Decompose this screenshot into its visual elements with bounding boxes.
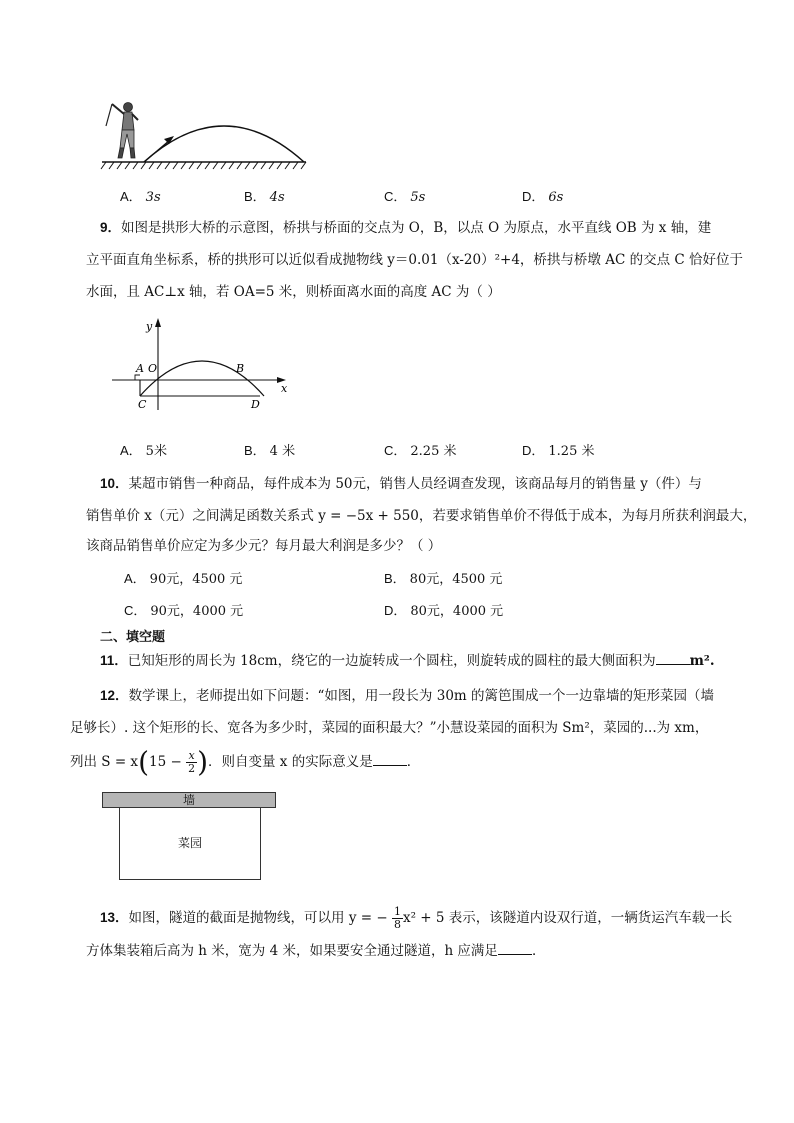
- q9-option-c[interactable]: C． 2.25 米: [384, 443, 457, 459]
- q8-option-d[interactable]: D． 6s: [522, 189, 564, 205]
- q13-line-1: 13．如图，隧道的截面是抛物线，可以用 y = − $\frac{1}{8}$ x² + 5 表示，该隧道内设双行道，一辆货运汽车载一长: [100, 905, 733, 931]
- q12-line-3: 列出 S = x(15 − $\frac{x}{2}$ )．则自变量 x 的实际意义是 ．: [70, 745, 421, 779]
- q11-answer-blank[interactable]: [656, 650, 690, 665]
- q13-fraction: $\frac{1}{8}$: [393, 905, 401, 931]
- q12-answer-blank[interactable]: [373, 751, 407, 766]
- q10-line-2: 销售单价 x（元）之间满足函数关系式 y = −5x + 550，若要求销售单价不得低于成本，为每月所获利润最大，: [86, 508, 757, 524]
- point-d-label: D: [251, 398, 260, 411]
- wall-bar: 墙: [102, 792, 276, 808]
- q10-option-b[interactable]: B． 80元，4500 元: [384, 571, 503, 587]
- point-c-label: C: [138, 398, 147, 411]
- q12-line-1: 12．数学课上，老师提出如下问题：“如图，用一段长为 30m 的篱笆围成一个一边靠墙的矩形菜园（墙: [100, 688, 714, 704]
- point-a-label: A: [136, 362, 144, 375]
- x-axis-label: x: [281, 382, 288, 395]
- q12-line-2: 足够长）. 这个矩形的长、宽各为多少时，菜园的面积最大？”小慧设菜园的面积为 Sm²，菜园的...为 xm，: [70, 720, 709, 736]
- q8-option-c[interactable]: C． 5s: [384, 189, 426, 205]
- section-heading: 二、填空题: [100, 630, 166, 645]
- q9-option-b[interactable]: B． 4 米: [244, 443, 296, 459]
- q10-option-a[interactable]: A． 90元，4500 元: [124, 571, 243, 587]
- q9-line-3: 水面，且 AC⊥x 轴，若 OA=5 米，则桥面离水面的高度 AC 为（ ）: [86, 284, 501, 300]
- q10-line-1: 10．某超市销售一种商品，每件成本为 50元，销售人员经调查发现，该商品每月的销售量 y（件）与: [100, 476, 702, 492]
- bridge-figure: [110, 314, 296, 414]
- q10-option-d[interactable]: D． 80元，4000 元: [384, 603, 504, 619]
- q13-answer-blank[interactable]: [498, 940, 532, 955]
- q8-option-b[interactable]: B． 4s: [244, 189, 285, 205]
- q9-line-2: 立平面直角坐标系，桥的拱形可以近似看成抛物线 y＝0.01（x-20）²+4，桥拱与桥墩 AC 的交点 C 恰好位于: [86, 252, 743, 268]
- golfer-icon: [106, 103, 138, 159]
- q10-option-c[interactable]: C． 90元，4000 元: [124, 603, 244, 619]
- q11-line: 11．已知矩形的周长为 18cm，绕它的一边旋转成一个圆柱，则旋转成的圆柱的最大侧面积为 m².: [100, 650, 715, 671]
- garden-box: 菜园: [119, 808, 261, 880]
- q9-option-a[interactable]: A． 5米: [120, 443, 167, 459]
- q9-line-1: 9．如图是拱形大桥的示意图，桥拱与桥面的交点为 O，B，以点 O 为原点，水平直线 OB 为 x 轴，建: [100, 220, 712, 236]
- q10-line-3: 该商品销售单价应定为多少元？每月最大利润是多少？（ ）: [86, 538, 442, 554]
- point-b-label: B: [236, 362, 245, 375]
- golf-figure: [98, 96, 310, 172]
- point-o-label: O: [148, 362, 158, 375]
- q9-option-d[interactable]: D． 1.25 米: [522, 443, 595, 459]
- y-axis-label: y: [146, 320, 153, 333]
- q12-fraction: $\frac{x}{2}$: [188, 749, 196, 775]
- q8-option-a[interactable]: A． 3s: [120, 189, 161, 205]
- q13-line-2: 方体集装箱后高为 h 米，宽为 4 米，如果要安全通过隧道，h 应满足 ．: [86, 940, 545, 961]
